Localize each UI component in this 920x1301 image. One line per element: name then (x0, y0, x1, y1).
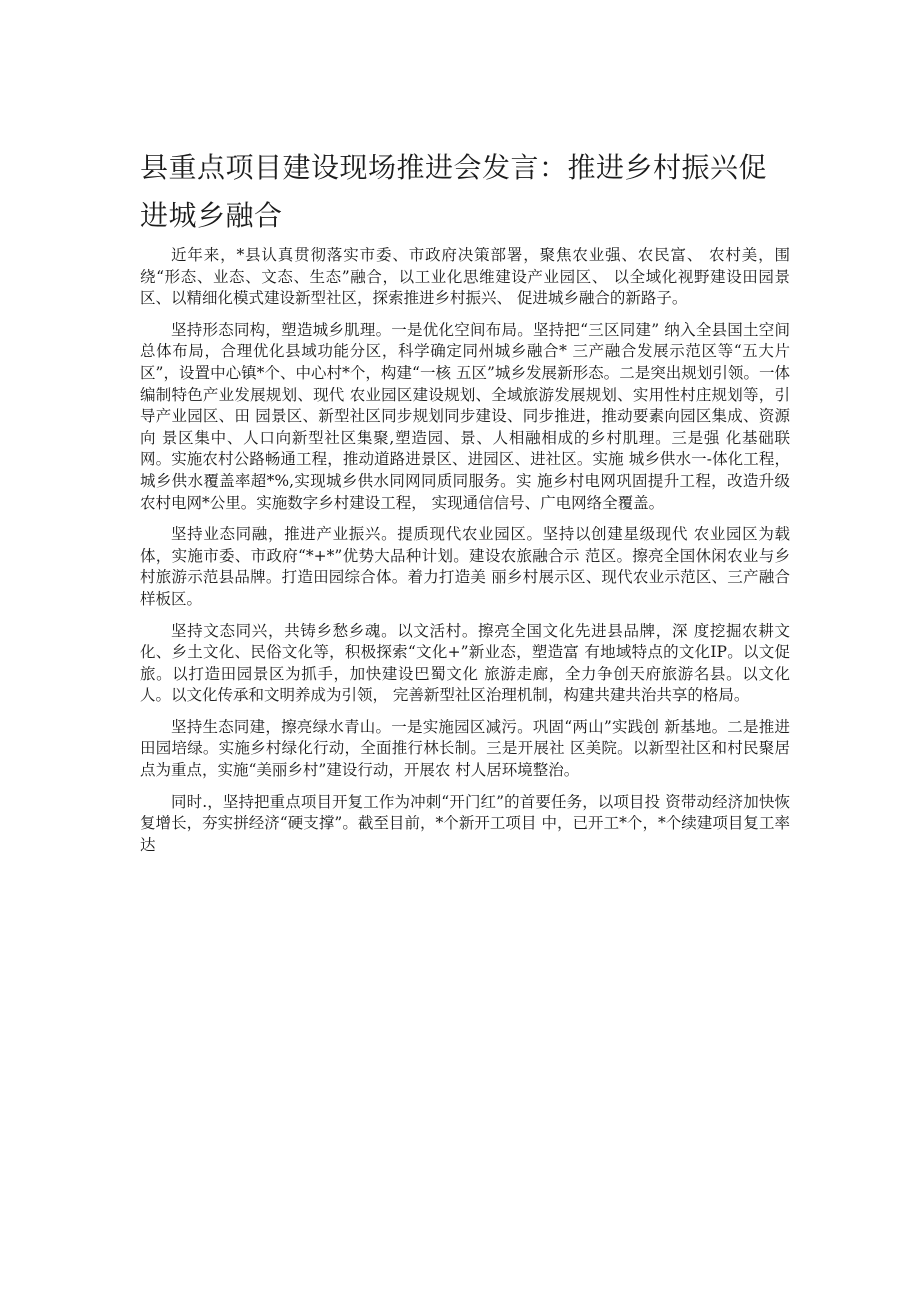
paragraph-projects: 同时.，坚持把重点项目开复工作为冲刺“开门红”的首要任务，以项目投 资带动经济加快恢复增长，夯实拼经济“硬支撑”。截至目前，*个新开工项目 中，已开工*个，*个续建项目复工率达 (140, 792, 790, 854)
document-body (140, 245, 790, 866)
document-title: 县重点项目建设现场推进会发言：推进乡村振兴促进城乡融合 (140, 151, 768, 232)
paragraph-ecology: 坚持生态同建，擦亮绿水青山。一是实施园区减污。巩固“两山”实践创 新基地。二是推进田园培绿。实施乡村绿化行动，全面推行林长制。三是开展社 区美院。以新型社区和村民聚居点为重点，实施“美丽乡村”建设行动，开展农 村人居环境整治。 (140, 717, 790, 780)
paragraph-form: 坚持形态同构，塑造城乡肌理。一是优化空间布局。坚持把“三区同建” 纳入全县国土空间总体布局，合理优化县域功能分区，科学确定同州城乡融合* 三产融合发展示范区等“五大片区”，设置中心镇*个、中心村*个，构建“一核 五区”城乡发展新形态。二是突出规划引领。一体编制特色产业发展规划、现代 农业园区建设规划、全域旅游发展规划、实用性村庄规划等，引导产业园区、田 园景区、新型社区同步规划同步建设、同步推进，推动要素向园区集成、资源向 景区集中、人口向新型社区集聚,塑造园、景、人相融相成的乡村肌理。三是强 化基础联网。实施农村公路畅通工程，推动道路进景区、进园区、进社区。实施 城乡供水一-体化工程，城乡供水覆盖率超*%,实现城乡供水同网同质同服务。实 施乡村电网巩固提升工程，改造升级农村电网*公里。实施数字乡村建设工程， 实现通信信号、广电网络全覆盖。 (140, 320, 790, 512)
paragraph-industry: 坚持业态同融，推进产业振兴。提质现代农业园区。坚持以创建星级现代 农业园区为载体，实施市委、市政府“*+*”优势大品种计划。建设农旅融合示 范区。擦亮全国休闲农业与乡村旅游示范县品牌。打造田园综合体。着力打造美 丽乡村展示区、现代农业示范区、三产融合样板区。 (140, 525, 790, 608)
paragraph-intro: 近年来，*县认真贯彻落实市委、市政府决策部署，聚焦农业强、农民富、 农村美，围绕“形态、业态、文态、生态”融合，以工业化思维建设产业园区、 以全域化视野建设田园景区、以精细化模式建设新型社区，探索推进乡村振兴、 促进城乡融合的新路子。 (140, 246, 790, 308)
paragraph-culture: 坚持文态同兴，共铸乡愁乡魂。以文活村。擦亮全国文化先进县品牌，深 度挖掘农耕文化、乡土文化、民俗文化等，积极探索“文化+”新业态，塑造富 有地域特点的文化IP。以文促旅。以打造田园景区为抓手，加快建设巴蜀文化 旅游走廊，全力争创天府旅游名县。以文化人。以文化传承和文明养成为引领， 完善新型社区治理机制，构建共建共治共享的格局。 (140, 621, 790, 705)
